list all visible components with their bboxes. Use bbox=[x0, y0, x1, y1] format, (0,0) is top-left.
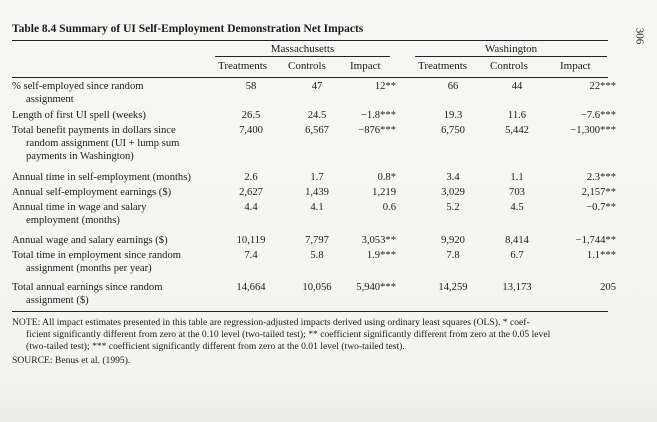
table-cell: −1.8*** bbox=[360, 110, 396, 121]
table-cell: 205 bbox=[600, 282, 616, 293]
table-title: Table 8.4 Summary of UI Self-Employment Demonstration Net Impacts bbox=[12, 23, 364, 35]
column-header: Controls bbox=[490, 60, 528, 72]
row-label-line: employment (months) bbox=[26, 215, 120, 226]
table-cell: 44 bbox=[511, 81, 523, 92]
column-header: Impact bbox=[350, 60, 381, 72]
column-header: Controls bbox=[288, 60, 326, 72]
row-label bbox=[12, 80, 212, 106]
row-label bbox=[12, 171, 212, 184]
row-label-line: assignment bbox=[26, 94, 74, 105]
table-cell: 1.1 bbox=[510, 172, 524, 183]
table-cell: 12** bbox=[374, 81, 396, 92]
row-label-line: Total time in employment since random bbox=[12, 250, 182, 261]
table-cell: 6,567 bbox=[305, 125, 329, 136]
row-label-line: random assignment (UI + lump sum bbox=[26, 138, 180, 149]
row-label-line: Total annual earnings since random bbox=[12, 282, 163, 293]
table-cell: 4.4 bbox=[244, 202, 258, 213]
table-cell: −0.7** bbox=[586, 202, 616, 213]
table-cell: 7,400 bbox=[239, 125, 263, 136]
table-cell: −1,744** bbox=[575, 235, 616, 246]
table-cell: −1,300*** bbox=[570, 125, 616, 136]
table-cell: 14,664 bbox=[236, 282, 266, 293]
table-cell: 11.6 bbox=[507, 110, 527, 121]
table-cell: 5.2 bbox=[446, 202, 460, 213]
table-cell: 8,414 bbox=[505, 235, 529, 246]
table-cell: 1.9*** bbox=[366, 250, 396, 261]
row-label-line: assignment ($) bbox=[26, 295, 89, 306]
table-cell: 47 bbox=[311, 81, 323, 92]
top-rule bbox=[12, 40, 608, 41]
table-cell: 2,627 bbox=[239, 187, 263, 198]
row-label-line: Annual wage and salary earnings ($) bbox=[12, 235, 168, 246]
note-line: NOTE: All impact estimates presented in this table are regression-adjusted impacts derived using ordinary least squares (OLS). * coef- bbox=[12, 317, 530, 328]
table-cell: 19.3 bbox=[443, 110, 463, 121]
row-label bbox=[12, 186, 212, 199]
row-label-line: Annual time in self-employment (months) bbox=[12, 172, 191, 183]
page-number: 306 bbox=[632, 27, 645, 45]
table-source: SOURCE: Benus et al. (1995). bbox=[12, 355, 131, 366]
row-label-line: Annual time in wage and salary bbox=[12, 202, 147, 213]
table-cell: 3,029 bbox=[441, 187, 465, 198]
table-cell: 10,119 bbox=[236, 235, 266, 246]
table-cell: 9,920 bbox=[441, 235, 465, 246]
table-cell: 1,219 bbox=[372, 187, 396, 198]
column-header: Impact bbox=[560, 60, 591, 72]
row-label bbox=[12, 281, 212, 307]
table-cell: 0.6 bbox=[382, 202, 396, 213]
table-cell: 1,439 bbox=[305, 187, 329, 198]
table-cell: −7.6*** bbox=[580, 110, 616, 121]
table-cell: −876*** bbox=[358, 125, 396, 136]
table-cell: 7,797 bbox=[305, 235, 329, 246]
table-cell: 3.4 bbox=[446, 172, 460, 183]
table-cell: 10,056 bbox=[302, 282, 332, 293]
table-cell: 22*** bbox=[589, 81, 616, 92]
group-rule-washington bbox=[415, 56, 607, 57]
table-cell: 24.5 bbox=[307, 110, 327, 121]
table-cell: 2.6 bbox=[244, 172, 258, 183]
table-cell: 4.1 bbox=[310, 202, 324, 213]
column-header: Treatments bbox=[218, 60, 268, 72]
table-cell: 58 bbox=[245, 81, 257, 92]
table-note bbox=[12, 317, 610, 353]
table-cell: 13,173 bbox=[502, 282, 532, 293]
note-line: ficient significantly different from zero at the 0.10 level (two-tailed test); ** coefficient significantly different from zero at the 0.05 level bbox=[26, 329, 551, 340]
table-cell: 2.3*** bbox=[586, 172, 616, 183]
row-label bbox=[12, 249, 212, 275]
row-label-line: assignment (months per year) bbox=[26, 263, 152, 274]
table-cell: 2,157** bbox=[581, 187, 616, 198]
header-rule bbox=[12, 77, 608, 78]
row-label-line: Total benefit payments in dollars since bbox=[12, 125, 176, 136]
table-cell: 6,750 bbox=[441, 125, 465, 136]
row-label bbox=[12, 109, 212, 122]
table-cell: 14,259 bbox=[438, 282, 468, 293]
row-label-line: payments in Washington) bbox=[26, 151, 134, 162]
group-rule-massachusetts bbox=[215, 56, 390, 57]
bottom-rule bbox=[12, 311, 608, 312]
table-cell: 7.8 bbox=[446, 250, 460, 261]
row-label bbox=[12, 124, 212, 163]
row-label bbox=[12, 234, 212, 247]
table-cell: 1.1*** bbox=[586, 250, 616, 261]
row-label-line: Length of first UI spell (weeks) bbox=[12, 110, 146, 121]
table-cell: 0.8* bbox=[377, 172, 396, 183]
table-cell: 1.7 bbox=[310, 172, 324, 183]
table-cell: 5,442 bbox=[505, 125, 529, 136]
table-cell: 3,053** bbox=[361, 235, 396, 246]
column-header: Treatments bbox=[418, 60, 468, 72]
note-line: (two-tailed test); *** coefficient significantly different from zero at the 0.01 level (two-tailed test). bbox=[26, 341, 405, 352]
table-cell: 703 bbox=[509, 187, 525, 198]
row-label-line: Annual self-employment earnings ($) bbox=[12, 187, 172, 198]
group-label-washington: Washington bbox=[484, 43, 538, 55]
row-label bbox=[12, 201, 212, 227]
table-cell: 66 bbox=[447, 81, 459, 92]
table-cell: 6.7 bbox=[510, 250, 524, 261]
table-cell: 4.5 bbox=[510, 202, 524, 213]
row-label-line: % self-employed since random bbox=[12, 81, 144, 92]
table-cell: 26.5 bbox=[241, 110, 261, 121]
group-label-massachusetts: Massachusetts bbox=[270, 43, 335, 55]
table-cell: 5,940*** bbox=[356, 282, 396, 293]
table-cell: 7.4 bbox=[244, 250, 258, 261]
table-cell: 5.8 bbox=[310, 250, 324, 261]
